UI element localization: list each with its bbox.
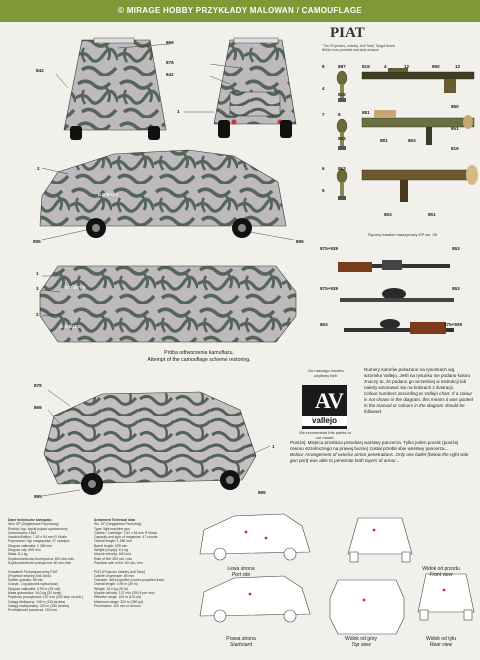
spec-line: Długość całkowita: 1 286 mm	[8, 543, 53, 548]
rear-view-label-pl: Widok od tyłu	[425, 636, 456, 642]
starboard-drawing	[200, 576, 310, 622]
callout-roof-3: 3	[36, 286, 39, 291]
callout-piat-8: 8	[322, 64, 325, 69]
spec-line: Pojemność / typ magazynka: 47 nabojów	[8, 539, 70, 544]
callout-piat-881b: 881	[362, 110, 370, 115]
piat-bomb-3	[337, 169, 347, 200]
machine-gun-drawings	[318, 242, 480, 342]
spec-line: Długość lufy: 605 mm	[8, 548, 41, 553]
spec-line: Grenade: self-propelled (rocket propelled fuse)	[94, 578, 165, 583]
vallejo-logo	[302, 385, 347, 429]
piat-bomb-1	[337, 71, 347, 102]
callout-piat-881: 881	[380, 138, 388, 143]
armor-penetration-note-en: Below: Arrangement of exterior armor penetrations. Only one bullet (below the right side gun port) was able to penetrate both layers of armor...	[290, 452, 469, 463]
callout-piat-851: 851	[451, 126, 459, 131]
dp-caption: Ręczny karabin maszynowy DP wz. 28	[368, 232, 437, 237]
spec-column-en	[94, 518, 184, 608]
spec-line: Szybkostrzelność praktyczna: 80 strz./min	[8, 560, 72, 565]
callout-roof-2: 2	[36, 312, 39, 317]
callout-gun-875-939-c: 875+939	[444, 322, 463, 327]
callout-piat-4b: 4	[322, 86, 325, 91]
spec-line: Weight (empty): 8,4 kg	[94, 548, 129, 553]
spec-line: Practical rate of fire: 80 rds / min	[94, 560, 143, 565]
spec-line: Muzzle velocity: 840 m/s	[94, 552, 131, 557]
spec-line: Overall length: 0,99 m (39 in)	[94, 582, 138, 587]
spec-line: Calibre / Cartridge: 7,62 x 54 mm R Mosin	[94, 530, 158, 535]
spec-line: Długość całkowita: 0,99 m (39 cali)	[8, 586, 61, 591]
three-quarter-vehicle	[44, 392, 256, 495]
armor-penetration-note	[290, 440, 472, 464]
camouflage-caption	[124, 350, 274, 363]
spec-line: Masa granatnika: 15,0 kg (32 funty)	[8, 591, 62, 596]
callout-piat-4: 4	[384, 64, 387, 69]
armor-penetration-note-pl: Poniżej: Miejsca przebicia przedniej warstwy pancerza. Tylko jeden pocisk (poniżej otworu strzelniczego na prawej burcie) został przebił obie warstwy pancerza...	[290, 440, 459, 451]
callout-gun-863-c: 863	[320, 322, 328, 327]
front-view-label	[406, 566, 476, 578]
spec-line: Granat: 1 kg ładunek wybuchowy	[8, 582, 58, 587]
callout-side-895-left: 895	[33, 239, 41, 244]
spec-line: Calibre of grenade: 89 mm	[94, 573, 135, 578]
piat-subtitle: "The Projectors, infantry, Anti Tank" Spigot Bomb British man-portable anti-tank weapon	[322, 44, 396, 53]
callout-front-1: 869	[166, 40, 174, 45]
kubus-marking-side: KUBUS	[98, 192, 120, 197]
spec-line: Zmarnowano 1944	[8, 530, 37, 535]
spec-line: Muzzle velocity: 137 m/s (250 ft per sec)	[94, 591, 155, 596]
spec-line: Barrel length: 605 mm	[94, 543, 128, 548]
callout-gun-863-a: 863	[452, 246, 460, 251]
port-side-label-pl: Lewa strona	[227, 566, 255, 572]
kubus-marking-roof-top: KUBUS	[64, 285, 86, 290]
vallejo-recommend-pl: Do naszego modelu użyliśmy farb:	[308, 368, 344, 378]
top-view-label-en: Top view	[351, 642, 371, 648]
front-view-drawing	[348, 518, 412, 562]
front-view-label-en: Front view	[429, 572, 453, 578]
vallejo-logo-name: vallejo	[302, 416, 347, 426]
callout-piat-850: 850	[432, 64, 440, 69]
callout-piat-819b: 819	[338, 92, 346, 97]
spec-line: (Projektor infantry Anti-Tank)	[8, 573, 51, 578]
port-side-drawing	[200, 514, 310, 560]
roof-view	[30, 262, 310, 344]
spec-column-pl-title: Dane techniczne samopału	[8, 518, 52, 522]
spec-line: Zasięg efektywny: 105 m (115 jardów)	[8, 599, 66, 604]
top-view-label	[326, 636, 396, 648]
dp-machine-gun-3	[344, 319, 454, 334]
starboard-label-en: Starboard	[230, 642, 252, 648]
spec-line: Effective range: 105 m (115 yd)	[94, 595, 141, 600]
front-view-label-pl: Widok od przodu	[422, 566, 460, 572]
front-view-vehicle	[64, 38, 166, 140]
top-view-drawing	[330, 580, 404, 634]
starboard-label	[206, 636, 276, 648]
rear-view-label	[406, 636, 476, 648]
page-header: © MIRAGE HOBBY PRZYKŁADY MALOWAN / CAMOUFLAGE	[0, 0, 480, 22]
callout-gun-875-939-a: 875+939	[320, 246, 339, 251]
spec-line: Kaliber granatu: 89 mm	[8, 578, 44, 583]
callout-bottom-869: 869	[34, 405, 42, 410]
roof-view-vehicle	[40, 266, 296, 342]
callout-gun-875-939-b: 875+939	[320, 286, 339, 291]
spec-line: Capacity and type of magazine: 47 rounds	[94, 535, 158, 540]
spec-line: Granatnik Przeciwpancerny PIAT	[8, 569, 58, 574]
rear-view-vehicle	[214, 38, 296, 138]
callout-piat-6: 6	[322, 166, 325, 171]
rear-view-label-en: Rear view	[429, 642, 453, 648]
callout-front-3: 876	[166, 60, 174, 65]
callout-front-4: 842	[166, 72, 174, 77]
colour-info-en: Colour numbers according to Vallejo chart. If a colour is not shown in the diagram, this means it was quoted in the manual or colours in the diagram should be followed.	[364, 391, 474, 414]
callout-bottom-895b: 895	[258, 490, 266, 495]
colour-info	[364, 367, 474, 415]
callout-piat-850b: 850	[451, 104, 459, 109]
kubus-marking-roof-bottom: KUBUS	[60, 324, 82, 329]
callout-side-2: 2	[37, 166, 40, 171]
vallejo-logo-mark: AV	[315, 388, 344, 413]
spec-line: Rodzaj / typ: ciężki pojazd opancerzony	[8, 526, 68, 531]
callout-front-2: 842	[36, 68, 44, 73]
callout-piat-5: 5	[322, 188, 325, 193]
callout-piat-12b: 12	[455, 64, 461, 69]
camouflage-caption-pl: Próba odtworzenia kamuflażu.	[164, 350, 234, 356]
callout-side-895-right: 895	[296, 239, 304, 244]
callout-piat-863c: 863	[338, 166, 346, 171]
three-quarter-view	[30, 380, 280, 500]
spec-line: Karabin/Kalibry: 7,62 x 54 mm R Mosin	[8, 535, 67, 540]
callout-roof-1: 1	[36, 271, 39, 276]
starboard-label-pl: Prawa strona	[226, 636, 256, 642]
callout-gun-863-b: 863	[452, 286, 460, 291]
spec-line: PIAT (Projector Infantry Anti Tank)	[94, 569, 145, 574]
dp-machine-gun-1	[338, 260, 450, 272]
spec-line: Przebijalność pancerza: 100 mm	[8, 608, 58, 613]
callout-piat-863b: 863	[338, 136, 346, 141]
spec-column-pl-list	[8, 522, 88, 612]
spec-line: Penetration: 100 mm of armour	[94, 603, 141, 608]
spec-line: Szybkostrzelność teoretyczna: 600 strz./min	[8, 556, 75, 561]
front-rear-views	[34, 34, 304, 144]
callout-piat-12: 12	[404, 64, 410, 69]
spec-column-pl	[8, 518, 88, 613]
callout-piat-819: 819	[362, 64, 370, 69]
spec-line: Zasięg maksymalny: 320 m (350 jardów)	[8, 603, 70, 608]
top-view-label-pl: Widok od góry	[345, 636, 377, 642]
spec-line: Maximum range: 320 m (350 yd)	[94, 599, 143, 604]
callout-piat-863: 863	[408, 138, 416, 143]
vallejo-recommend-en: We recommend this paints to our model.	[299, 430, 351, 440]
dp-machine-gun-2	[340, 288, 454, 302]
spec-line: Rate of fire: 600 rds / min	[94, 556, 133, 561]
spec-line: Weight: 15,0 kg (32 lb)	[94, 586, 129, 591]
piat-launcher-1	[362, 68, 474, 93]
side-view-vehicle	[40, 150, 286, 238]
spec-column-en-list	[94, 522, 184, 608]
piat-launcher-3	[362, 165, 478, 202]
callout-bottom-1: 1	[272, 444, 275, 449]
spec-line: Prędkość początkowa: 137 m/s (250 stóp na sek.)	[8, 595, 84, 600]
callout-piat-8b: 8	[338, 112, 341, 117]
spec-line: Masa: 8,4 kg	[8, 552, 28, 557]
callout-front-5: 1	[177, 109, 180, 114]
spec-line: Type: light machine gun	[94, 526, 130, 531]
piat-bomb-2	[337, 119, 347, 150]
spec-line: Wóz OP (Deglieriowa Pzychoiwg)	[8, 522, 59, 527]
side-view	[28, 142, 308, 242]
callout-piat-887: 887	[338, 64, 346, 69]
spec-column-en-title: Armament Technical data	[94, 518, 136, 522]
port-side-label-en: Port site	[231, 572, 251, 578]
rear-view-drawing	[418, 574, 474, 620]
piat-drawings	[318, 60, 480, 230]
callout-bottom-878: 878	[34, 383, 42, 388]
callout-piat-7: 7	[322, 112, 325, 117]
callout-piat-819c: 819	[451, 146, 459, 151]
piat-title: PIAT	[330, 25, 365, 41]
port-side-label	[206, 566, 276, 578]
spec-line: Wz. DP (Degtyariew Pechotniy)	[94, 522, 142, 527]
callout-bottom-895: 895	[34, 494, 42, 499]
camouflage-caption-en: Attempt of the camouflage scheme restoring.	[147, 356, 251, 363]
callout-piat-863d: 863	[384, 212, 392, 217]
callout-piat-851b: 851	[428, 212, 436, 217]
colour-info-pl: Numery kolorów pokazane na rysunkach wg. wzornika Vallejo. Jeśli na rysunku nie podano koloru znaczy to, że podano go wcześniej w instrukcji lub należy wzorować się na kolorach z ilustracji.	[364, 367, 471, 390]
spec-line: Overall length: 1 286 mm	[94, 539, 132, 544]
